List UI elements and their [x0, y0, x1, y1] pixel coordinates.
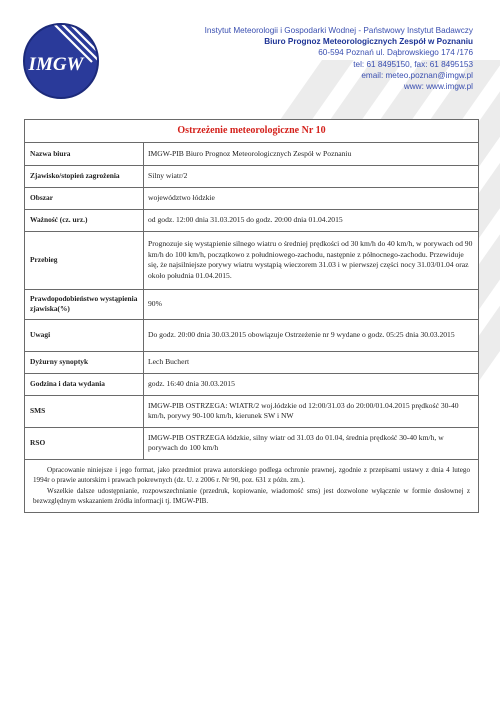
- row-value: IMGW-PIB OSTRZEGA łódzkie, silny wiatr od 31.03 do 01.04, średnia prędkość 30-40 km/h, w porywach do 100 km/h: [144, 427, 479, 459]
- logo-text: IMGW: [28, 54, 84, 75]
- table-row: [25, 209, 478, 231]
- row-label: Obszar: [25, 187, 144, 209]
- row-label: Godzina i data wydania: [25, 373, 144, 395]
- table-row: [25, 427, 478, 459]
- website: www: www.imgw.pl: [403, 82, 473, 92]
- table-row: [25, 231, 478, 289]
- table-row: [25, 187, 478, 209]
- email: email: meteo.poznan@imgw.pl: [361, 70, 473, 80]
- row-label: SMS: [25, 395, 144, 427]
- row-value: Silny wiatr/2: [144, 165, 479, 187]
- institute-header: [205, 25, 473, 92]
- warning-table: [25, 143, 478, 460]
- row-label: RSO: [25, 427, 144, 459]
- row-value: IMGW-PIB Biuro Prognoz Meteorologicznych Zespół w Poznaniu: [144, 143, 479, 165]
- row-value: województwo łódzkie: [144, 187, 479, 209]
- table-row: [25, 395, 478, 427]
- row-value: godz. 16:40 dnia 30.03.2015: [144, 373, 479, 395]
- row-value: Do godz. 20:00 dnia 30.03.2015 obowiązuje Ostrzeżenie nr 9 wydane o godz. 05:25 dnia 30.03.2015: [144, 319, 479, 351]
- row-value: Prognozuje się wystąpienie silnego wiatru o średniej prędkości od 30 km/h do 40 km/h, w porywach od 90 km/h do 100 km/h, początkowo z południowego-zachodu, następnie z północnego-zachodu. Przewiduje się, że najsilniejsze porywy wiatru wystąpią wieczorem 31.03 i w pierwszej części nocy 31.03/01.04 oraz około południa 01.04.2015.: [144, 231, 479, 289]
- table-row: [25, 351, 478, 373]
- row-value: IMGW-PIB OSTRZEGA: WIATR/2 woj.łódzkie od 12:00/31.03 do 20:00/01.04.2015 prędkość 30-40 km/h, porywy 90-100 km/h, kierunek SW i NW: [144, 395, 479, 427]
- row-label: Uwagi: [25, 319, 144, 351]
- copyright-notice: [25, 460, 478, 512]
- imgw-logo: [22, 22, 100, 100]
- row-label: Nazwa biura: [25, 143, 144, 165]
- institute-name: Instytut Meteorologii i Gospodarki Wodnej - Państwowy Instytut Badawczy: [204, 26, 473, 35]
- phone-fax: tel: 61 8495150, fax: 61 8495153: [353, 59, 473, 69]
- table-row: [25, 289, 478, 319]
- table-row: [25, 373, 478, 395]
- distribution-paragraph: Wszelkie dalsze udostępnianie, rozpowszechnianie (przedruk, kopiowanie, wiadomość sms) jest dozwolone wyłącznie w formie dosłownej z bezwzględnym wskazaniem źródła informacji tj. IMGW-PIB.: [33, 486, 470, 506]
- row-value: od godz. 12:00 dnia 31.03.2015 do godz. 20:00 dnia 01.04.2015: [144, 209, 479, 231]
- table-row: [25, 319, 478, 351]
- row-label: Ważność (cz. urz.): [25, 209, 144, 231]
- document-title: Ostrzeżenie meteorologiczne Nr 10: [25, 120, 478, 143]
- row-label: Przebieg: [25, 231, 144, 289]
- row-value: 90%: [144, 289, 479, 319]
- table-row: [25, 165, 478, 187]
- warning-document: [24, 119, 479, 513]
- table-row: [25, 143, 478, 165]
- row-value: Lech Buchert: [144, 351, 479, 373]
- copyright-paragraph: Opracowanie niniejsze i jego format, jako przedmiot prawa autorskiego podlega ochronie prawnej, zgodnie z przepisami ustawy z dnia 4 lutego 1994r o prawie autorskim i prawach pokrewnych (dz. U. z 2006 r. Nr 90, poz. 631 z późn. zm.).: [33, 465, 470, 485]
- address: 60-594 Poznań ul. Dąbrowskiego 174 /176: [318, 48, 473, 58]
- row-label: Zjawisko/stopień zagrożenia: [25, 165, 144, 187]
- office-name: Biuro Prognoz Meteorologicznych Zespół w Poznaniu: [264, 37, 473, 47]
- row-label: Prawdopodobieństwo wystąpienia zjawiska(%): [25, 289, 144, 319]
- row-label: Dyżurny synoptyk: [25, 351, 144, 373]
